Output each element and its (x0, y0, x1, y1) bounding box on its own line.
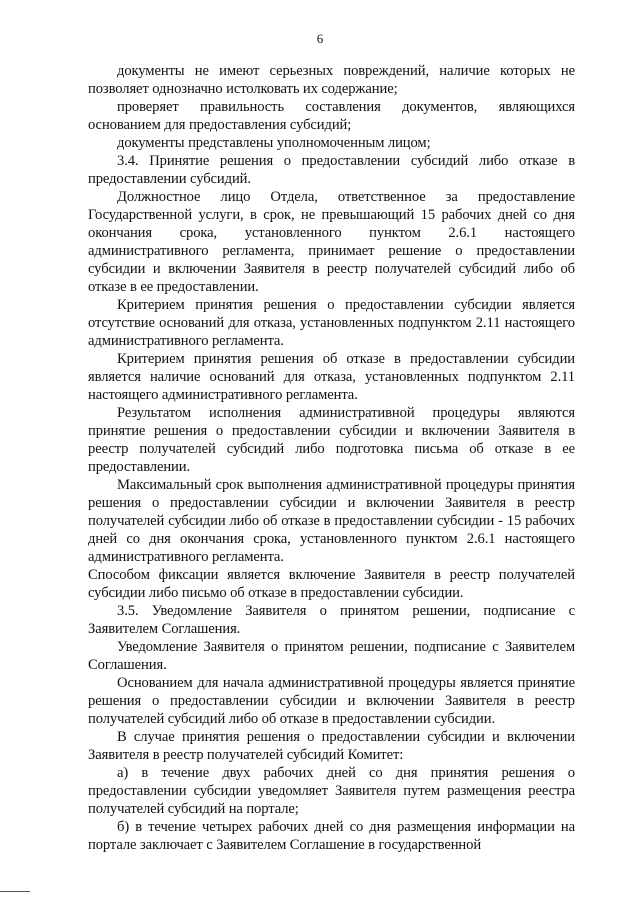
paragraph: Основанием для начала административной процедуры является принятие решения о предоставлении субсидии и включении Заявителя в реестр получателей субсидий либо об отказе в предоставлении субсидии. (88, 675, 575, 727)
document-body (88, 62, 575, 854)
paragraph: Максимальный срок выполнения административной процедуры принятия решения о предоставлении субсидии и включении Заявителя в реестр получателей субсидии либо об отказе в предоставлении субсидии - 15 рабочих дней со дня окончания срока, установленного пунктом 2.6.1 настоящего административного регламента. (88, 477, 575, 565)
page-number: 6 (316, 31, 324, 46)
paragraph: Способом фиксации является включение Заявителя в реестр получателей субсидии либо письмо об отказе в предоставлении субсидии. (88, 567, 575, 601)
paragraph: Уведомление Заявителя о принятом решении, подписание с Заявителем Соглашения. (88, 639, 575, 673)
paragraph: Критерием принятия решения о предоставлении субсидии является отсутствие оснований для отказа, установленных подпунктом 2.11 настоящего административного регламента. (88, 297, 575, 349)
paragraph: Критерием принятия решения об отказе в предоставлении субсидии является наличие оснований для отказа, установленных подпунктом 2.11 настоящего административного регламента. (88, 351, 575, 403)
paragraph: документы представлены уполномоченным лицом; (117, 135, 431, 151)
section-heading-3-5: 3.5. Уведомление Заявителя о принятом решении, подписание с Заявителем Соглашения. (88, 603, 575, 637)
footnote-divider (0, 891, 30, 892)
list-item-a: а) в течение двух рабочих дней со дня принятия решения о предоставлении субсидии уведомляет Заявителя путем размещения реестра получателей субсидий на портале; (88, 765, 575, 817)
list-item-b: б) в течение четырех рабочих дней со дня размещения информации на портале заключает с Заявителем Соглашение в государственной (88, 819, 575, 853)
paragraph: документы не имеют серьезных повреждений, наличие которых не позволяет однозначно истолковать их содержание; (88, 63, 575, 97)
paragraph: Должностное лицо Отдела, ответственное за предоставление Государственной услуги, в срок, не превышающий 15 рабочих дней со дня окончания срока, установленного пунктом 2.6.1 настоящего административного регламента, принимает решение о предоставлении субсидии и включении Заявителя в реестр получателей субсидий либо об отказе в ее предоставлении. (88, 189, 575, 295)
paragraph: проверяет правильность составления документов, являющихся основанием для предоставления субсидий; (88, 99, 575, 133)
paragraph: Результатом исполнения административной процедуры являются принятие решения о предоставлении субсидии и включении Заявителя в реестр получателей субсидий либо подготовка письма об отказе в ее предоставлении. (88, 405, 575, 475)
paragraph: В случае принятия решения о предоставлении субсидии и включении Заявителя в реестр получателей субсидий Комитет: (88, 729, 575, 763)
section-heading-3-4: 3.4. Принятие решения о предоставлении субсидий либо отказе в предоставлении субсидий. (88, 153, 575, 187)
